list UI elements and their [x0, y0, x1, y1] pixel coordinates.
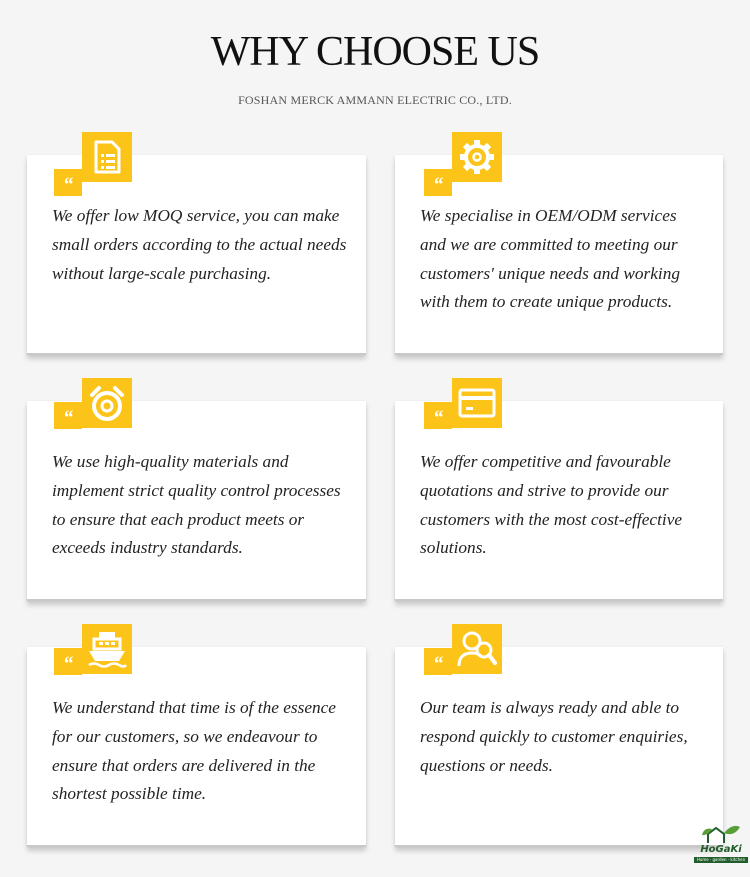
quote-mark: “	[54, 169, 82, 196]
company-name: FOSHAN MERCK AMMANN ELECTRIC CO., LTD.	[238, 93, 512, 107]
feature-text: We specialise in OEM/ODM services and we are committed to meeting our customers' unique needs and working with them to create unique products.	[420, 206, 681, 312]
logo-tagline: Home · garden · kitchen	[694, 857, 748, 863]
quote-mark: “	[54, 648, 82, 675]
feature-card-pricing	[395, 401, 723, 601]
feature-card-low-moq	[27, 155, 366, 355]
gear-icon	[452, 132, 502, 182]
feature-text: We offer low MOQ service, you can make small orders according to the actual needs without large-scale purchasing.	[52, 206, 347, 283]
feature-text: We offer competitive and favourable quotations and strive to provide our customers with the most cost-effective solutions.	[420, 452, 683, 558]
search-person-icon	[452, 624, 502, 674]
feature-text: We use high-quality materials and implement strict quality control processes to ensure that each product meets or exceeds industry standards.	[52, 452, 341, 558]
feature-card-quality	[27, 401, 366, 601]
quote-mark: “	[424, 648, 452, 675]
brand-logo	[694, 823, 748, 865]
quote-mark: “	[424, 169, 452, 196]
credit-card-icon	[452, 378, 502, 428]
quote-mark: “	[424, 402, 452, 429]
feature-text: We understand that time is of the essence for our customers, so we endeavour to ensure that orders are delivered in the shortest possible time.	[52, 698, 336, 804]
feature-card-support	[395, 647, 723, 847]
feature-card-delivery	[27, 647, 366, 847]
alarm-clock-icon	[82, 378, 132, 428]
ship-icon	[82, 624, 132, 674]
house-leaf-icon	[694, 823, 748, 845]
document-list-icon	[82, 132, 132, 182]
feature-card-oem-odm	[395, 155, 723, 355]
feature-text: Our team is always ready and able to respond quickly to customer enquiries, questions or needs.	[420, 698, 688, 775]
logo-name: HoGaKi	[700, 844, 742, 855]
page-title: WHY CHOOSE US	[210, 29, 540, 75]
quote-mark: “	[54, 402, 82, 429]
